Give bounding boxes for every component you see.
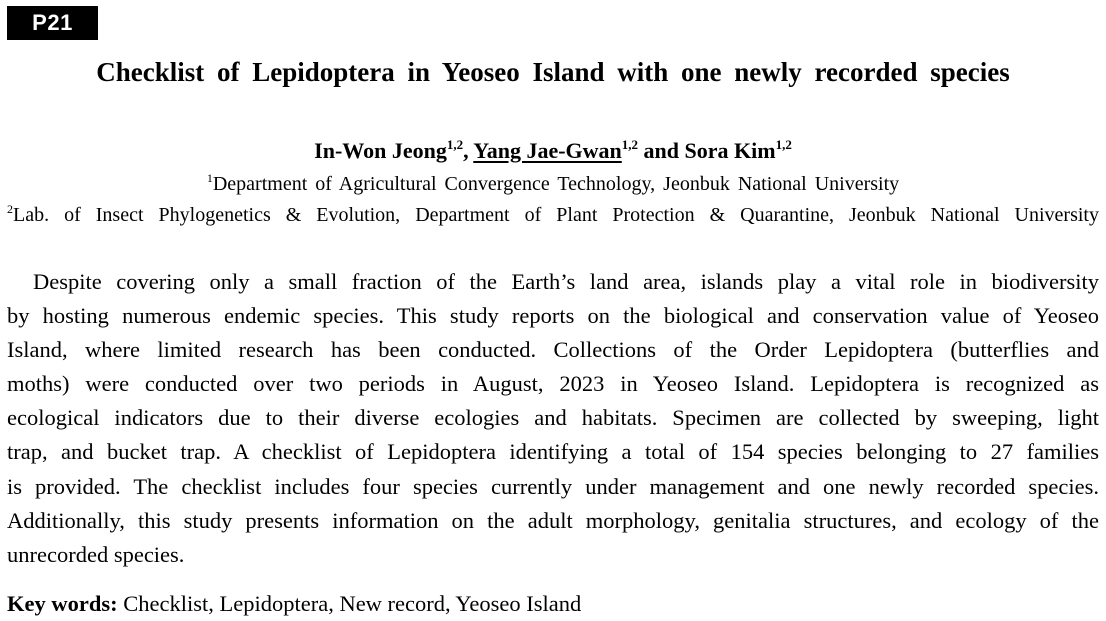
abstract-line: Additionally, this study presents information on the adult morphology, genitalia structures, and ecology of the: [7, 507, 1099, 533]
author-list: [0, 136, 1106, 166]
author-separator: ,: [463, 138, 474, 163]
author-name: Sora Kim: [684, 138, 776, 163]
affiliation-text: Lab. of Insect Phylogenetics & Evolution, Department of Plant Protection & Quarantine, Jeonbuk National University: [13, 204, 1099, 226]
author-affiliation-marker: 1,2: [621, 137, 639, 152]
abstract-line: trap, and bucket trap. A checklist of Lepidoptera identifying a total of 154 species belonging to 27 families: [7, 439, 1099, 465]
abstract-line: Despite covering only a small fraction of the Earth’s land area, islands play a vital role in biodiversity: [33, 269, 1099, 294]
abstract-line: ecological indicators due to their diverse ecologies and habitats. Specimen are collected by sweeping, light: [7, 405, 1099, 431]
keywords-label: Key words:: [7, 591, 118, 616]
presenting-author-name: Yang Jae-Gwan: [473, 138, 622, 163]
abstract-line: is provided. The checklist includes four species currently under management and one newly recorded species.: [7, 473, 1099, 499]
abstract-line: by hosting numerous endemic species. This study reports on the biological and conservation value of Yeoseo: [7, 303, 1099, 329]
poster-number-badge: P21: [7, 6, 98, 40]
author-affiliation-marker: 1,2: [446, 137, 464, 152]
affiliation-text: Department of Agricultural Convergence Technology, Jeonbuk National University: [212, 173, 900, 195]
abstract-line: moths) were conducted over two periods in August, 2023 in Yeoseo Island. Lepidoptera is recognized as: [7, 371, 1099, 397]
abstract-line: Island, where limited research has been conducted. Collections of the Order Lepidoptera (butterflies and: [7, 337, 1099, 363]
abstract-paragraph: [7, 265, 1099, 572]
author-affiliation-marker: 1,2: [775, 137, 792, 152]
keywords-text: Checklist, Lepidoptera, New record, Yeoseo Island: [117, 591, 582, 616]
abstract-line: unrecorded species.: [7, 541, 185, 567]
affiliation-number: 1: [206, 171, 213, 185]
paper-title: Checklist of Lepidoptera in Yeoseo Island with one newly recorded species: [96, 57, 1010, 87]
author-name: In-Won Jeong: [314, 138, 447, 163]
affiliation-1: [0, 171, 1106, 197]
keywords: [7, 589, 581, 619]
affiliation-2: [7, 202, 1099, 228]
author-separator: and: [638, 138, 685, 163]
affiliation-number: 2: [7, 202, 13, 216]
